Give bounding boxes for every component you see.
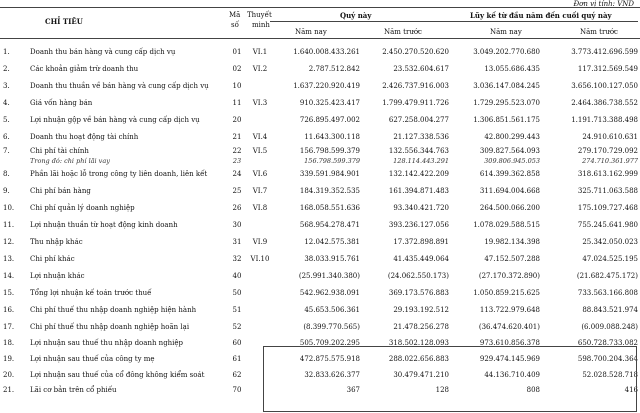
header-mid-rule xyxy=(270,21,638,22)
row-code: 31 xyxy=(232,237,242,246)
table-row xyxy=(0,77,640,94)
row-number: 15. xyxy=(3,288,15,297)
row-label: Doanh thu bán hàng và cung cấp dịch vụ xyxy=(30,47,176,56)
row-number: 3. xyxy=(3,81,10,90)
row-cumulative-prev-year: 117.312.569.549 xyxy=(577,64,638,73)
row-cumulative-prev-year: 3.773.412.696.599 xyxy=(571,47,638,56)
header-nam-truoc: Năm trước xyxy=(384,28,422,36)
row-note: VI.4 xyxy=(252,132,268,141)
row-quarter-prev-year: 93.340.421.720 xyxy=(393,203,449,212)
row-note: VI.8 xyxy=(252,203,268,212)
row-number: 8. xyxy=(3,169,10,178)
row-code: 51 xyxy=(232,305,242,314)
row-cumulative-this-year: 264.500.066.200 xyxy=(479,203,540,212)
row-number: 12. xyxy=(3,237,15,246)
table-row xyxy=(0,94,640,111)
row-quarter-this-year: 472.875.575.918 xyxy=(299,355,360,363)
row-cumulative-this-year: 113.722.979.648 xyxy=(479,305,540,314)
row-quarter-prev-year: 627.258.004.277 xyxy=(388,115,449,124)
table-row xyxy=(0,60,640,77)
row-quarter-prev-year: 2.450.270.520.620 xyxy=(382,47,449,56)
unit-note: Đơn vị tính: VND xyxy=(573,0,634,8)
row-quarter-this-year: 505.709.202.295 xyxy=(299,339,360,347)
row-number: 14. xyxy=(3,271,15,280)
row-code: 50 xyxy=(232,288,242,297)
row-cumulative-this-year: 1.729.295.523.070 xyxy=(473,98,540,107)
row-quarter-prev-year: 128.114.443.291 xyxy=(393,156,449,165)
row-cumulative-prev-year: 24.910.610.631 xyxy=(582,132,638,141)
row-code: 22 xyxy=(232,146,242,155)
row-label: Phần lãi hoặc lỗ trong công ty liên doanh, liên kết xyxy=(30,169,208,178)
row-note: VI.9 xyxy=(252,237,268,246)
row-cumulative-this-year: 1.050.859.215.625 xyxy=(473,288,540,297)
row-quarter-prev-year: 30.479.471.210 xyxy=(393,371,449,379)
row-label: Các khoản giảm trừ doanh thu xyxy=(30,64,139,73)
row-number: 4. xyxy=(3,98,10,107)
header-nam-nay: Năm nay xyxy=(295,28,327,36)
row-cumulative-this-year: 808 xyxy=(526,386,540,394)
row-quarter-this-year: 32.833.626.377 xyxy=(304,371,360,379)
row-cumulative-this-year: 44.136.710.409 xyxy=(484,371,540,379)
row-number: 1. xyxy=(3,47,10,56)
row-label: Doanh thu hoạt động tài chính xyxy=(30,132,139,141)
row-cumulative-this-year: 3.049.202.770.680 xyxy=(473,47,540,56)
row-quarter-prev-year: 21.478.256.278 xyxy=(393,322,449,331)
row-cumulative-this-year: 973.610.856.378 xyxy=(479,339,540,347)
row-number: 19. xyxy=(3,355,15,363)
row-quarter-this-year: 12.042.575.381 xyxy=(304,237,360,246)
row-quarter-this-year: 1.637.220.920.419 xyxy=(293,81,360,90)
row-label: Chi phí bán hàng xyxy=(30,186,91,195)
row-number: 7. xyxy=(3,146,10,155)
row-quarter-this-year: 1.640.008.433.261 xyxy=(293,47,360,56)
row-code: 62 xyxy=(232,371,242,379)
row-label: Tổng lợi nhuận kế toán trước thuế xyxy=(30,288,152,297)
row-cumulative-this-year: (27.170.372.890) xyxy=(478,271,540,280)
row-note xyxy=(247,77,273,94)
row-quarter-prev-year: 318.502.128.093 xyxy=(388,339,449,347)
row-code: 25 xyxy=(232,186,242,195)
row-label: Lợi nhuận thuần từ hoạt động kinh doanh xyxy=(30,220,178,229)
row-code: 10 xyxy=(232,81,242,90)
table-row xyxy=(0,156,640,165)
row-label: Lợi nhuận sau thuế thu nhập doanh nghiệp xyxy=(30,339,184,347)
table-row xyxy=(0,43,640,60)
row-code: 26 xyxy=(232,203,242,212)
row-cumulative-prev-year: 52.028.528.718 xyxy=(582,371,638,379)
row-cumulative-this-year: 42.800.299.443 xyxy=(484,132,540,141)
row-note xyxy=(247,156,273,165)
row-note xyxy=(247,111,273,128)
table-row xyxy=(0,111,640,128)
header-thuyet-minh-1: Thuyết xyxy=(247,11,272,19)
row-label: Chi phí khác xyxy=(30,254,75,263)
row-number: 17. xyxy=(3,322,15,331)
row-note: VI.3 xyxy=(252,98,268,107)
header-nam-truoc-2: Năm trước xyxy=(580,28,618,36)
row-cumulative-prev-year: 325.711.063.588 xyxy=(577,186,638,195)
row-code: 21 xyxy=(232,132,242,141)
row-number: 16. xyxy=(3,305,15,314)
header-bottom-rule xyxy=(0,38,640,39)
row-quarter-prev-year: 21.127.338.536 xyxy=(393,132,449,141)
row-quarter-this-year: 45.653.506.361 xyxy=(304,305,360,314)
row-cumulative-this-year: 47.152.507.288 xyxy=(484,254,540,263)
row-quarter-this-year: 367 xyxy=(346,386,360,394)
row-cumulative-this-year: 309.827.564.093 xyxy=(479,146,540,155)
row-note: VI.2 xyxy=(252,64,268,73)
row-quarter-prev-year: 369.173.576.883 xyxy=(388,288,449,297)
row-number: 11. xyxy=(3,220,15,229)
row-cumulative-prev-year: 274.710.361.977 xyxy=(582,156,638,165)
row-cumulative-prev-year: 650.728.733.082 xyxy=(577,339,638,347)
header-ma-so-2: số xyxy=(231,21,239,29)
row-quarter-prev-year: 41.435.449.064 xyxy=(393,254,449,263)
row-cumulative-prev-year: 416 xyxy=(624,386,638,394)
row-label: Chi phí quản lý doanh nghiệp xyxy=(30,203,135,212)
row-cumulative-prev-year: 733.563.166.808 xyxy=(577,288,638,297)
row-code: 52 xyxy=(232,322,242,331)
row-note: VI.10 xyxy=(250,254,270,263)
row-label: Chi phí thuế thu nhập doanh nghiệp hoãn lại xyxy=(30,322,190,331)
row-code: 60 xyxy=(232,339,242,347)
row-number: 9. xyxy=(3,186,10,195)
row-cumulative-prev-year: 3.656.100.127.050 xyxy=(571,81,638,90)
row-label: Trong đó: chi phí lãi vay xyxy=(30,156,110,165)
table-row xyxy=(0,233,640,250)
row-cumulative-prev-year: 755.245.641.980 xyxy=(577,220,638,229)
row-code: 40 xyxy=(232,271,242,280)
header-luy-ke: Lũy kế từ đầu năm đến cuối quý này xyxy=(470,11,612,20)
row-cumulative-this-year: 1.078.029.588.515 xyxy=(473,220,540,229)
row-code: 70 xyxy=(232,386,242,394)
row-quarter-prev-year: 132.142.422.209 xyxy=(388,169,449,178)
table-row xyxy=(0,216,640,233)
row-number: 18. xyxy=(3,339,15,347)
row-cumulative-this-year: 1.306.851.561.175 xyxy=(473,115,540,124)
table-row xyxy=(0,284,640,301)
row-quarter-this-year: 38.033.915.761 xyxy=(304,254,360,263)
row-quarter-prev-year: 2.426.737.916.003 xyxy=(382,81,449,90)
row-note: VI.5 xyxy=(252,146,268,155)
row-quarter-this-year: 156.798.599.379 xyxy=(304,156,360,165)
row-label: Lợi nhuận sau thuế của cổ đông không kiểm soát xyxy=(30,371,205,379)
table-row xyxy=(0,318,640,335)
row-label: Lợi nhuận khác xyxy=(30,271,85,280)
row-quarter-prev-year: 23.532.604.617 xyxy=(393,64,449,73)
table-row xyxy=(0,165,640,182)
header-quy-nay: Quý này xyxy=(340,11,372,20)
row-cumulative-this-year: 13.055.686.435 xyxy=(484,64,540,73)
row-code: 11 xyxy=(232,98,242,107)
header-chi-tieu: CHỈ TIÊU xyxy=(45,17,83,26)
row-cumulative-prev-year: 2.464.386.738.552 xyxy=(571,98,638,107)
row-note: VI.6 xyxy=(252,169,268,178)
row-cumulative-this-year: (36.474.620.401) xyxy=(478,322,540,331)
table-row xyxy=(0,250,640,267)
row-quarter-this-year: 156.798.599.379 xyxy=(299,146,360,155)
row-label: Chi phí thuế thu nhập doanh nghiệp hiện hành xyxy=(30,305,197,314)
row-cumulative-this-year: 3.036.147.084.245 xyxy=(473,81,540,90)
row-cumulative-this-year: 19.982.134.398 xyxy=(484,237,540,246)
row-quarter-this-year: (8.399.770.565) xyxy=(303,322,360,331)
row-cumulative-this-year: 929.474.145.969 xyxy=(479,355,540,363)
table-row xyxy=(0,199,640,216)
row-quarter-prev-year: 161.394.871.483 xyxy=(388,186,449,195)
totals-box xyxy=(263,346,637,412)
row-quarter-prev-year: 128 xyxy=(435,386,449,394)
row-quarter-prev-year: (24.062.550.173) xyxy=(387,271,449,280)
row-label: Thu nhập khác xyxy=(30,237,83,246)
row-quarter-this-year: (25.991.340.380) xyxy=(298,271,360,280)
header-thuyet-minh-2: minh xyxy=(252,21,270,29)
row-code: 20 xyxy=(232,115,242,124)
row-note xyxy=(247,318,273,335)
row-cumulative-prev-year: 175.109.727.468 xyxy=(577,203,638,212)
row-cumulative-prev-year: 279.170.729.092 xyxy=(577,146,638,155)
row-cumulative-this-year: 614.399.362.858 xyxy=(479,169,540,178)
row-code: 01 xyxy=(232,47,242,56)
row-quarter-this-year: 726.895.497.002 xyxy=(299,115,360,124)
row-label: Chi phí tài chính xyxy=(30,146,89,155)
row-cumulative-this-year: 309.806.945.053 xyxy=(484,156,540,165)
row-note xyxy=(247,284,273,301)
row-label: Lãi cơ bản trên cổ phiếu xyxy=(30,386,117,394)
row-quarter-prev-year: 17.372.898.891 xyxy=(393,237,449,246)
row-number: 6. xyxy=(3,132,10,141)
row-code: 30 xyxy=(232,220,242,229)
row-cumulative-prev-year: 1.191.713.388.498 xyxy=(571,115,638,124)
row-quarter-this-year: 184.319.352.535 xyxy=(299,186,360,195)
row-note xyxy=(247,267,273,284)
table-row xyxy=(0,128,640,145)
row-quarter-this-year: 542.962.938.091 xyxy=(299,288,360,297)
row-cumulative-prev-year: (6.009.088.248) xyxy=(581,322,638,331)
header-ma-so-1: Mã xyxy=(229,11,241,19)
row-quarter-prev-year: 393.236.127.056 xyxy=(388,220,449,229)
header-top-rule xyxy=(0,7,640,8)
row-number: 13. xyxy=(3,254,15,263)
row-quarter-this-year: 168.058.551.636 xyxy=(299,203,360,212)
row-code: 23 xyxy=(232,156,242,165)
income-statement-table xyxy=(0,43,640,397)
row-note: VI.7 xyxy=(252,186,268,195)
row-quarter-prev-year: 29.193.192.512 xyxy=(393,305,449,314)
row-cumulative-prev-year: 25.342.050.023 xyxy=(582,237,638,246)
row-note xyxy=(247,301,273,318)
row-quarter-this-year: 568.954.278.471 xyxy=(299,220,360,229)
row-cumulative-prev-year: (21.682.475.172) xyxy=(576,271,638,280)
row-code: 24 xyxy=(232,169,242,178)
table-row xyxy=(0,301,640,318)
row-number: 21. xyxy=(3,386,15,394)
row-cumulative-prev-year: 598.700.204.364 xyxy=(577,355,638,363)
row-code: 32 xyxy=(232,254,242,263)
header-nam-nay-2: Năm nay xyxy=(490,28,522,36)
row-number: 5. xyxy=(3,115,10,124)
row-label: Lợi nhuận gộp về bán hàng và cung cấp dịch vụ xyxy=(30,115,200,124)
row-number xyxy=(0,156,28,165)
row-number: 2. xyxy=(3,64,10,73)
row-label: Lợi nhuận sau thuế của công ty mẹ xyxy=(30,355,155,363)
row-label: Giá vốn hàng bán xyxy=(30,98,93,107)
row-number: 20. xyxy=(3,371,15,379)
row-quarter-this-year: 910.325.423.417 xyxy=(299,98,360,107)
table-row xyxy=(0,182,640,199)
row-number: 10. xyxy=(3,203,15,212)
row-quarter-this-year: 339.591.984.901 xyxy=(299,169,360,178)
row-cumulative-this-year: 311.694.004.668 xyxy=(479,186,540,195)
row-note: VI.1 xyxy=(252,47,268,56)
row-quarter-this-year: 11.643.300.118 xyxy=(304,132,360,141)
table-row xyxy=(0,267,640,284)
row-cumulative-prev-year: 47.024.525.195 xyxy=(582,254,638,263)
row-note xyxy=(247,216,273,233)
row-quarter-this-year: 2.787.512.842 xyxy=(308,64,360,73)
row-quarter-prev-year: 1.799.479.911.726 xyxy=(382,98,449,107)
row-cumulative-prev-year: 318.613.162.999 xyxy=(577,169,638,178)
row-quarter-prev-year: 132.556.344.763 xyxy=(388,146,449,155)
row-quarter-prev-year: 288.022.656.883 xyxy=(388,355,449,363)
table-row xyxy=(0,145,640,156)
row-cumulative-prev-year: 88.843.521.974 xyxy=(582,305,638,314)
row-code: 61 xyxy=(232,355,242,363)
row-label: Doanh thu thuần về bán hàng và cung cấp dịch vụ xyxy=(30,81,209,90)
row-code: 02 xyxy=(232,64,242,73)
